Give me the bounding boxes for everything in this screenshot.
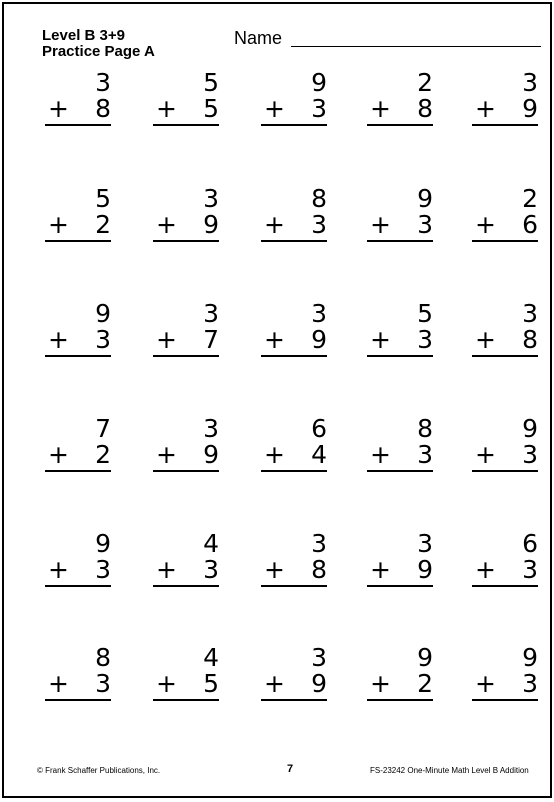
addition-problem bbox=[472, 70, 542, 130]
addition-problem bbox=[472, 531, 542, 591]
plus-sign: + bbox=[156, 325, 177, 354]
addend-bottom: 8 bbox=[522, 325, 538, 354]
addition-problem bbox=[45, 416, 115, 476]
addition-problem bbox=[261, 531, 331, 591]
answer-line[interactable] bbox=[367, 699, 433, 701]
plus-sign: + bbox=[264, 210, 285, 239]
plus-sign: + bbox=[48, 440, 69, 469]
answer-line[interactable] bbox=[153, 470, 219, 472]
addition-problem bbox=[153, 301, 223, 361]
plus-sign: + bbox=[48, 94, 69, 123]
addend-top: 9 bbox=[417, 184, 433, 213]
addition-problem bbox=[367, 186, 437, 246]
plus-sign: + bbox=[48, 669, 69, 698]
addend-top: 3 bbox=[311, 643, 327, 672]
addend-bottom: 4 bbox=[311, 440, 327, 469]
answer-line[interactable] bbox=[472, 585, 538, 587]
addend-top: 9 bbox=[522, 414, 538, 443]
addition-problem bbox=[367, 531, 437, 591]
addend-bottom: 8 bbox=[417, 94, 433, 123]
answer-line[interactable] bbox=[153, 585, 219, 587]
addend-top: 5 bbox=[95, 184, 111, 213]
plus-sign: + bbox=[48, 555, 69, 584]
addend-bottom: 9 bbox=[203, 440, 219, 469]
addend-top: 9 bbox=[417, 643, 433, 672]
addend-bottom: 5 bbox=[203, 669, 219, 698]
plus-sign: + bbox=[48, 325, 69, 354]
addend-bottom: 2 bbox=[95, 440, 111, 469]
plus-sign: + bbox=[370, 210, 391, 239]
answer-line[interactable] bbox=[472, 470, 538, 472]
addend-bottom: 3 bbox=[95, 555, 111, 584]
answer-line[interactable] bbox=[153, 699, 219, 701]
answer-line[interactable] bbox=[45, 240, 111, 242]
worksheet-page bbox=[2, 2, 552, 798]
addend-top: 3 bbox=[95, 68, 111, 97]
plus-sign: + bbox=[475, 669, 496, 698]
plus-sign: + bbox=[156, 555, 177, 584]
addition-problem bbox=[153, 531, 223, 591]
addend-top: 4 bbox=[203, 643, 219, 672]
answer-line[interactable] bbox=[45, 699, 111, 701]
addition-problem bbox=[261, 416, 331, 476]
plus-sign: + bbox=[370, 325, 391, 354]
addend-bottom: 2 bbox=[417, 669, 433, 698]
answer-line[interactable] bbox=[261, 124, 327, 126]
answer-line[interactable] bbox=[45, 124, 111, 126]
plus-sign: + bbox=[156, 94, 177, 123]
addend-top: 5 bbox=[203, 68, 219, 97]
addition-problem bbox=[45, 645, 115, 705]
addend-top: 8 bbox=[95, 643, 111, 672]
answer-line[interactable] bbox=[45, 470, 111, 472]
addend-bottom: 3 bbox=[203, 555, 219, 584]
plus-sign: + bbox=[370, 440, 391, 469]
plus-sign: + bbox=[475, 440, 496, 469]
page-number: 7 bbox=[287, 763, 294, 775]
addition-problem bbox=[367, 301, 437, 361]
addition-problem bbox=[261, 186, 331, 246]
addition-problem bbox=[153, 416, 223, 476]
answer-line[interactable] bbox=[472, 124, 538, 126]
addend-top: 6 bbox=[522, 529, 538, 558]
addition-problem bbox=[153, 645, 223, 705]
answer-line[interactable] bbox=[261, 240, 327, 242]
addend-top: 9 bbox=[95, 299, 111, 328]
addend-bottom: 3 bbox=[417, 210, 433, 239]
answer-line[interactable] bbox=[153, 355, 219, 357]
plus-sign: + bbox=[370, 555, 391, 584]
addend-top: 3 bbox=[311, 529, 327, 558]
answer-line[interactable] bbox=[472, 240, 538, 242]
addend-top: 2 bbox=[522, 184, 538, 213]
addend-bottom: 3 bbox=[311, 210, 327, 239]
addend-bottom: 9 bbox=[522, 94, 538, 123]
plus-sign: + bbox=[156, 210, 177, 239]
answer-line[interactable] bbox=[261, 355, 327, 357]
addition-problem bbox=[367, 645, 437, 705]
addition-problem bbox=[472, 645, 542, 705]
answer-line[interactable] bbox=[153, 124, 219, 126]
plus-sign: + bbox=[48, 210, 69, 239]
plus-sign: + bbox=[156, 440, 177, 469]
addition-problem bbox=[153, 186, 223, 246]
level-title: Level B 3+9 bbox=[42, 27, 125, 44]
addend-bottom: 3 bbox=[95, 325, 111, 354]
addend-top: 3 bbox=[203, 299, 219, 328]
addend-bottom: 9 bbox=[311, 669, 327, 698]
addend-top: 6 bbox=[311, 414, 327, 443]
addend-top: 2 bbox=[417, 68, 433, 97]
answer-line[interactable] bbox=[45, 585, 111, 587]
addend-top: 7 bbox=[95, 414, 111, 443]
name-label: Name bbox=[234, 28, 283, 48]
addend-top: 3 bbox=[311, 299, 327, 328]
addend-top: 3 bbox=[203, 184, 219, 213]
addend-bottom: 3 bbox=[522, 555, 538, 584]
addition-problem bbox=[472, 186, 542, 246]
publisher-credit: © Frank Schaffer Publications, Inc. bbox=[37, 766, 161, 775]
addend-top: 3 bbox=[417, 529, 433, 558]
addition-problem bbox=[45, 301, 115, 361]
addend-bottom: 6 bbox=[522, 210, 538, 239]
addend-top: 8 bbox=[417, 414, 433, 443]
plus-sign: + bbox=[264, 440, 285, 469]
addition-problem bbox=[45, 70, 115, 130]
addition-problem bbox=[261, 645, 331, 705]
addition-problem bbox=[45, 186, 115, 246]
answer-line[interactable] bbox=[45, 355, 111, 357]
addition-problem bbox=[472, 416, 542, 476]
addend-bottom: 9 bbox=[311, 325, 327, 354]
addition-problem bbox=[472, 301, 542, 361]
addend-bottom: 8 bbox=[95, 94, 111, 123]
answer-line[interactable] bbox=[367, 585, 433, 587]
addend-top: 3 bbox=[522, 68, 538, 97]
answer-line[interactable] bbox=[472, 355, 538, 357]
answer-line[interactable] bbox=[261, 585, 327, 587]
addend-top: 3 bbox=[522, 299, 538, 328]
addend-bottom: 3 bbox=[522, 440, 538, 469]
plus-sign: + bbox=[370, 669, 391, 698]
answer-line[interactable] bbox=[261, 470, 327, 472]
answer-line[interactable] bbox=[367, 470, 433, 472]
addition-problem bbox=[367, 70, 437, 130]
answer-line[interactable] bbox=[153, 240, 219, 242]
addition-problem bbox=[261, 70, 331, 130]
plus-sign: + bbox=[264, 94, 285, 123]
addend-bottom: 7 bbox=[203, 325, 219, 354]
addend-top: 9 bbox=[522, 643, 538, 672]
answer-line[interactable] bbox=[367, 240, 433, 242]
addition-problem bbox=[153, 70, 223, 130]
plus-sign: + bbox=[264, 325, 285, 354]
answer-line[interactable] bbox=[367, 355, 433, 357]
addend-bottom: 5 bbox=[203, 94, 219, 123]
addition-problem bbox=[367, 416, 437, 476]
product-code: FS-23242 One-Minute Math Level B Addition bbox=[370, 766, 529, 775]
plus-sign: + bbox=[475, 94, 496, 123]
addend-top: 8 bbox=[311, 184, 327, 213]
addend-bottom: 9 bbox=[417, 555, 433, 584]
addend-bottom: 8 bbox=[311, 555, 327, 584]
addend-bottom: 3 bbox=[311, 94, 327, 123]
plus-sign: + bbox=[264, 669, 285, 698]
practice-title: Practice Page A bbox=[42, 43, 155, 60]
plus-sign: + bbox=[370, 94, 391, 123]
answer-line[interactable] bbox=[367, 124, 433, 126]
plus-sign: + bbox=[156, 669, 177, 698]
answer-line[interactable] bbox=[472, 699, 538, 701]
addend-top: 5 bbox=[417, 299, 433, 328]
addend-bottom: 9 bbox=[203, 210, 219, 239]
addend-top: 9 bbox=[95, 529, 111, 558]
addition-problem bbox=[45, 531, 115, 591]
plus-sign: + bbox=[475, 210, 496, 239]
addend-top: 4 bbox=[203, 529, 219, 558]
addend-bottom: 3 bbox=[522, 669, 538, 698]
answer-line[interactable] bbox=[261, 699, 327, 701]
addend-bottom: 2 bbox=[95, 210, 111, 239]
addend-top: 9 bbox=[311, 68, 327, 97]
addend-top: 3 bbox=[203, 414, 219, 443]
plus-sign: + bbox=[475, 555, 496, 584]
problem-grid bbox=[4, 4, 550, 796]
addend-bottom: 3 bbox=[417, 325, 433, 354]
addition-problem bbox=[261, 301, 331, 361]
addend-bottom: 3 bbox=[417, 440, 433, 469]
addend-bottom: 3 bbox=[95, 669, 111, 698]
plus-sign: + bbox=[264, 555, 285, 584]
plus-sign: + bbox=[475, 325, 496, 354]
